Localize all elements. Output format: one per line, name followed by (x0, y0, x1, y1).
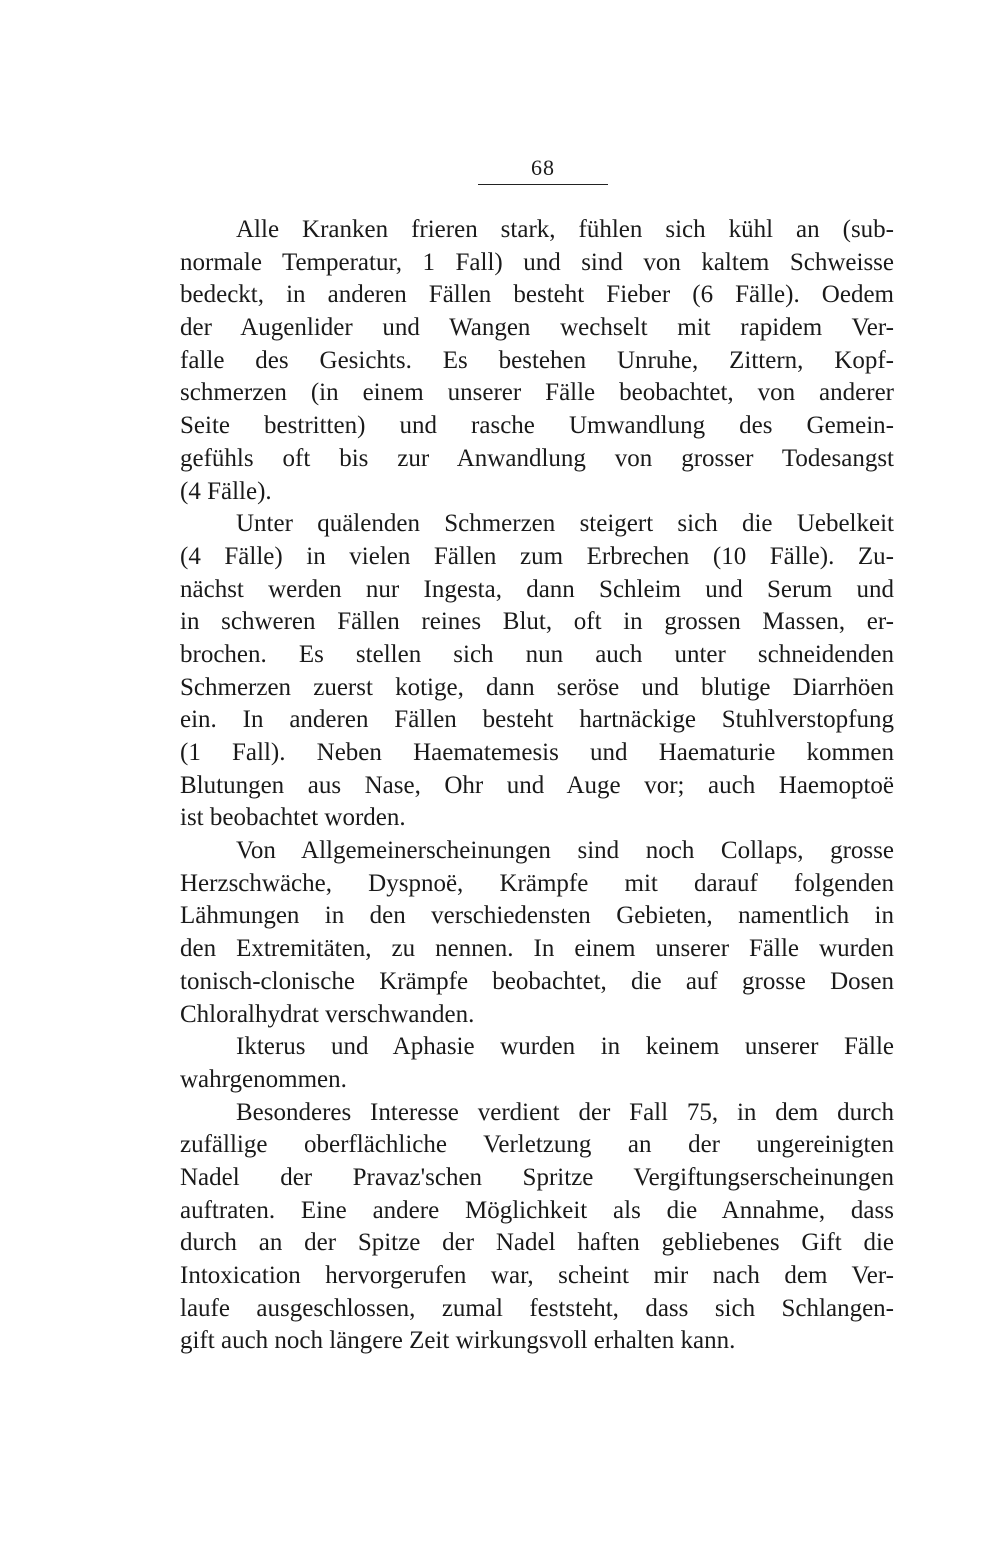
text-line: den Extremitäten, zu nennen. In einem unserer Fälle wurden (180, 935, 894, 963)
paragraph-3 (180, 835, 894, 1031)
paragraph-2 (180, 508, 894, 835)
text-line: gift auch noch längere Zeit wirkungsvoll erhalten kann. (180, 1327, 736, 1355)
text-line: Seite bestritten) und rasche Umwandlung des Gemein- (180, 412, 894, 440)
text-line: gefühls oft bis zur Anwandlung von grosser Todesangst (180, 444, 894, 472)
text-line: Alle Kranken frieren stark, fühlen sich kühl an (sub- (236, 216, 894, 243)
text-line: zufällige oberflächliche Verletzung an der ungereinigten (180, 1131, 894, 1159)
text-line: (4 Fälle) in vielen Fällen zum Erbrechen (10 Fälle). Zu- (180, 542, 894, 570)
paragraph-1 (180, 214, 894, 508)
text-line: durch an der Spitze der Nadel haften gebliebenes Gift die (180, 1229, 894, 1257)
page-number-rule (478, 184, 608, 185)
text-line: Besonderes Interesse verdient der Fall 75, in dem durch (236, 1098, 894, 1126)
text-line: Chloralhydrat verschwanden. (180, 1000, 475, 1028)
text-line: (4 Fälle). (180, 477, 272, 505)
text-line: brochen. Es stellen sich nun auch unter schneidenden (180, 640, 894, 668)
text-line: in schweren Fällen reines Blut, oft in grossen Massen, er- (180, 608, 894, 636)
text-line: laufe ausgeschlossen, zumal feststeht, dass sich Schlangen- (180, 1294, 894, 1322)
text-line: normale Temperatur, 1 Fall) und sind von kaltem Schweisse (180, 248, 894, 276)
text-line: Von Allgemeinerscheinungen sind noch Collaps, grosse (236, 837, 894, 865)
text-line: Ikterus und Aphasie wurden in keinem unserer Fälle (236, 1033, 894, 1061)
text-line: schmerzen (in einem unserer Fälle beobachtet, von anderer (180, 379, 894, 407)
text-line: ein. In anderen Fällen besteht hartnäckige Stuhlverstopfung (180, 706, 894, 734)
text-line: tonisch-clonische Krämpfe beobachtet, die auf grosse Dosen (180, 967, 894, 995)
text-line: bedeckt, in anderen Fällen besteht Fieber (6 Fälle). Oedem (180, 281, 894, 309)
text-line: ist beobachtet worden. (180, 804, 406, 832)
text-line: Nadel der Pravaz'schen Spritze Vergiftungserscheinungen (180, 1163, 894, 1191)
text-line: Blutungen aus Nase, Ohr und Auge vor; auch Haemoptoë (180, 771, 894, 799)
page-number: 68 (531, 155, 555, 180)
text-line: der Augenlider und Wangen wechselt mit rapidem Ver- (180, 314, 894, 342)
text-line: (1 Fall). Neben Haematemesis und Haematurie kommen (180, 739, 894, 766)
text-line: Unter quälenden Schmerzen steigert sich die Uebelkeit (236, 510, 894, 538)
text-line: falle des Gesichts. Es bestehen Unruhe, Zittern, Kopf- (180, 346, 894, 374)
paragraph-5 (180, 1097, 894, 1359)
text-line: Schmerzen zuerst kotige, dann seröse und blutige Diarrhöen (180, 673, 894, 701)
text-line: nächst werden nur Ingesta, dann Schleim und Serum und (180, 575, 894, 603)
text-line: Intoxication hervorgerufen war, scheint mir nach dem Ver- (180, 1262, 894, 1289)
text-line: wahrgenommen. (180, 1065, 347, 1093)
text-line: Lähmungen in den verschiedensten Gebieten, namentlich in (180, 902, 894, 930)
text-line: Herzschwäche, Dyspnoë, Krämpfe mit darauf folgenden (180, 869, 894, 897)
body-text (180, 214, 894, 1358)
text-line: auftraten. Eine andere Möglichkeit als die Annahme, dass (180, 1196, 894, 1224)
paragraph-4 (180, 1031, 894, 1096)
